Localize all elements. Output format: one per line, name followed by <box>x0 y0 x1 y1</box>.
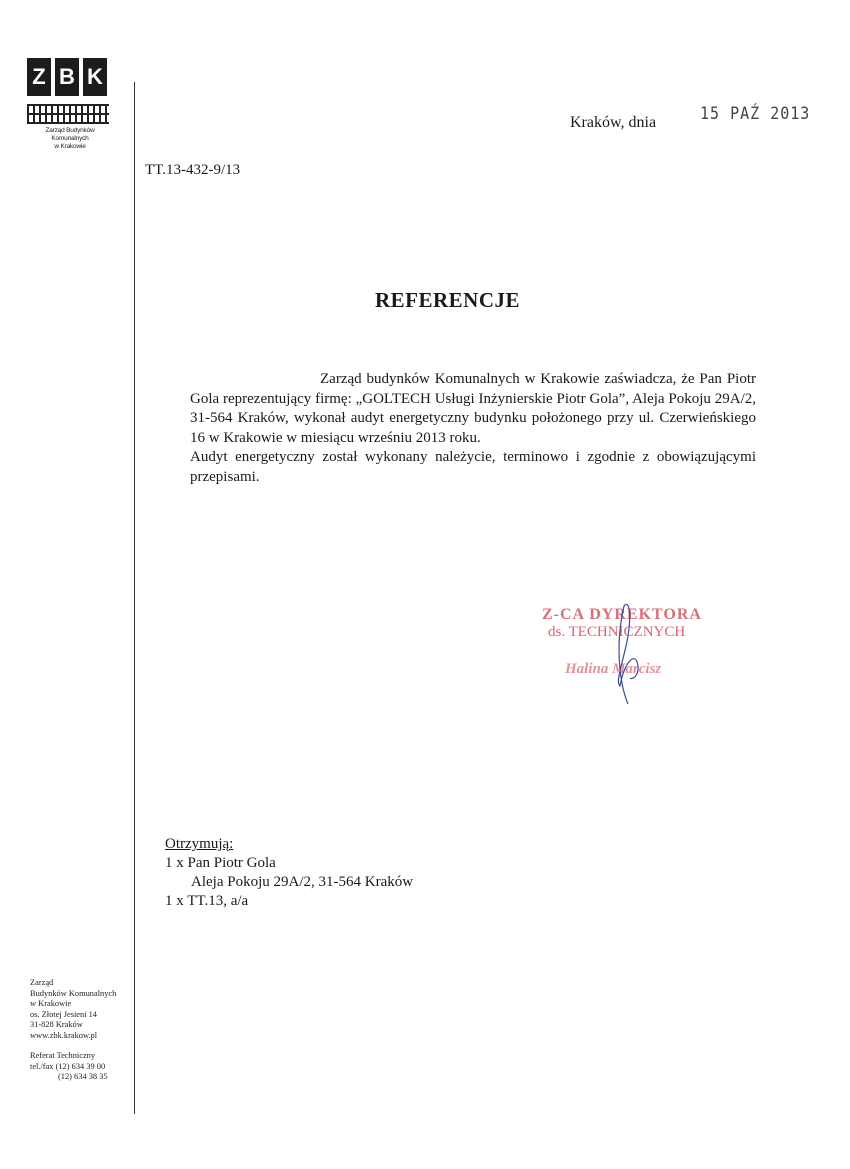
address-line: 31-828 Kraków <box>30 1020 83 1029</box>
logo-name-line1: Zarząd Budynków Komunalnych <box>45 127 95 142</box>
logo-letter-b: B <box>55 58 79 96</box>
logo-organization-name <box>27 127 113 151</box>
stamp-signatory-name: Halina Marcisz <box>565 661 662 677</box>
margin-divider <box>134 82 135 1114</box>
document-title: REFERENCJE <box>375 288 521 312</box>
stamp-line-1: Z-CA DYREKTORA <box>542 606 702 623</box>
logo-building-facade <box>27 104 109 124</box>
place-date-label: Kraków, dnia <box>570 114 657 131</box>
address-line: os. Złotej Jesieni 14 <box>30 1009 97 1019</box>
recipient-2: 1 x TT.13, a/a <box>165 893 249 909</box>
recipients-heading: Otrzymują: <box>165 836 234 852</box>
address-line: w Krakowie <box>30 999 72 1008</box>
recipient-1-address: Aleja Pokoju 29A/2, 31-564 Kraków <box>191 874 414 890</box>
date-stamp: 15 PAŹ 2013 <box>700 102 811 124</box>
department-name: Referat Techniczny <box>30 1051 96 1060</box>
phone-fax: tel./fax (12) 634 39 00 <box>30 1061 106 1071</box>
address-line: Zarząd <box>30 978 54 987</box>
address-line: Budynków Komunalnych <box>30 988 117 998</box>
phone-2: (12) 634 38 35 <box>58 1072 108 1081</box>
recipient-1: 1 x Pan Piotr Gola <box>165 855 276 871</box>
address-spacer <box>30 1041 116 1051</box>
logo-letter-z: Z <box>27 58 51 96</box>
letter-body <box>190 370 756 487</box>
zbk-logo <box>27 58 113 151</box>
reference-number: TT.13-432-9/13 <box>145 162 241 178</box>
stamp-line-2: ds. TECHNICZNYCH <box>548 624 686 640</box>
logo-letter-k: K <box>83 58 107 96</box>
organization-address <box>30 978 116 1083</box>
handwritten-signature <box>520 600 710 710</box>
website-text: www.zbk.krakow.pl <box>30 1030 98 1040</box>
recipients-list <box>165 835 413 911</box>
body-paragraph-2: Audyt energetyczny został wykonany należycie, terminowo i zgodnie z obowiązującymi przepisami. <box>190 449 756 485</box>
official-stamp <box>520 600 710 690</box>
logo-name-line2: w Krakowie <box>54 143 86 150</box>
logo-letters <box>27 58 113 96</box>
body-paragraph-1: Zarząd budynków Komunalnych w Krakowie zaświadcza, że Pan Piotr Gola reprezentujący firmę: „GOLTECH Usługi Inżynierskie Piotr Gola”, Aleja Pokoju 29A/2, 31-564 Kraków, wykonał audyt energetyczny budynku położonego przy ul. Czerwieńskiego 16 w Krakowie w miesiącu wrześniu 2013 roku. <box>190 371 756 446</box>
